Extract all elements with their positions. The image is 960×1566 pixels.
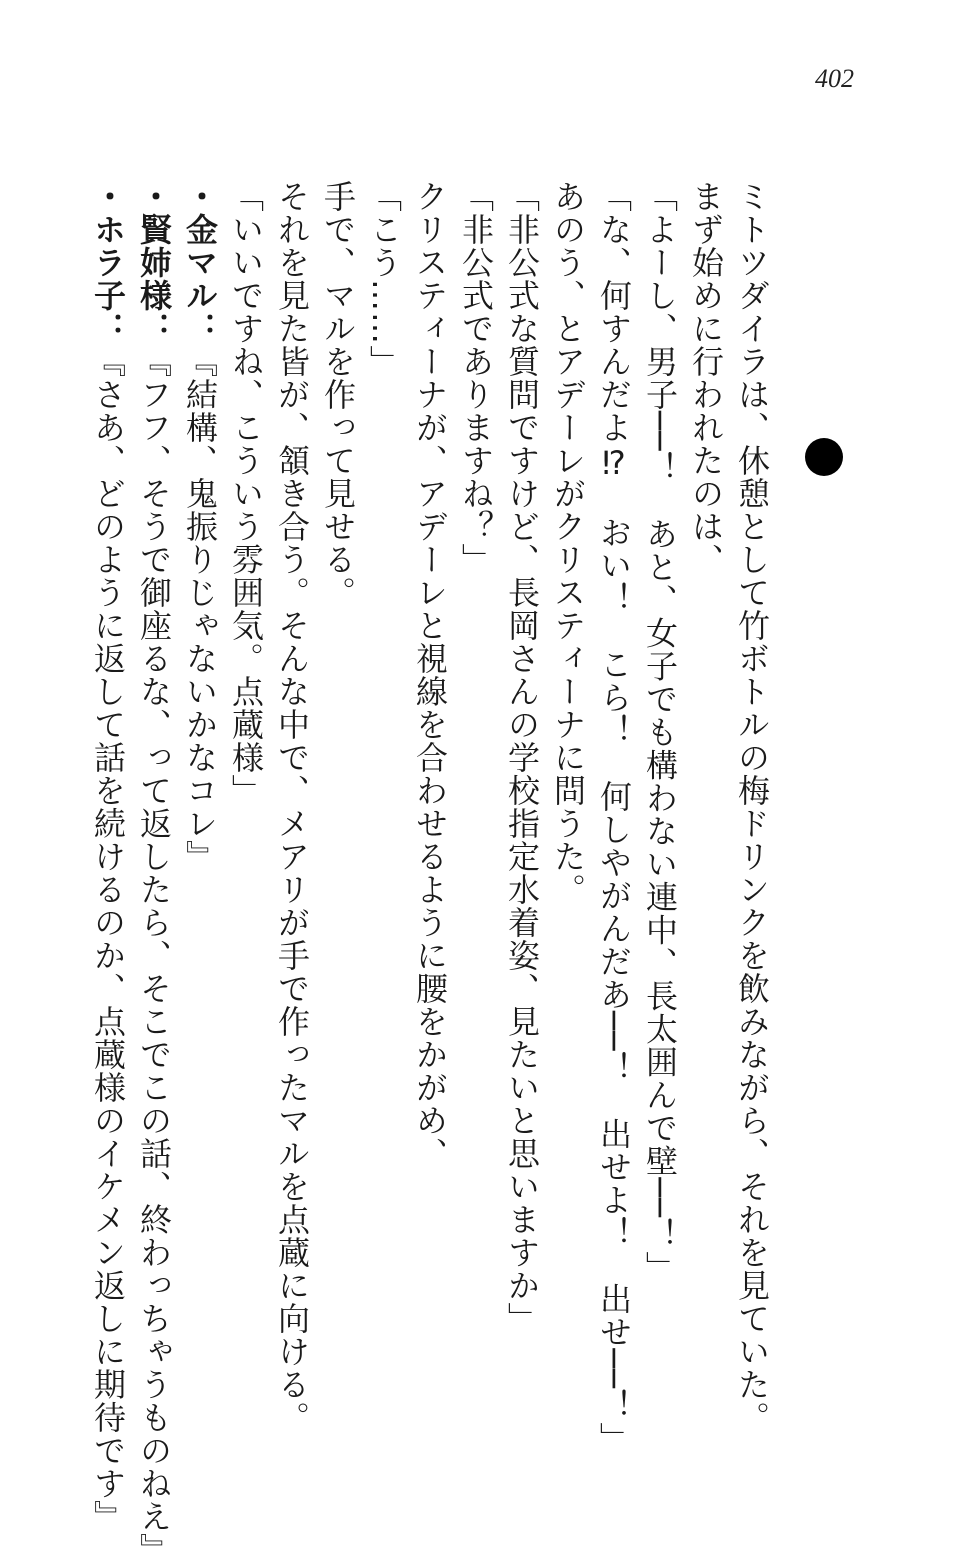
chat-text: 『結構、鬼振りじゃないかなコレ』 [181,345,219,873]
section-marker-dot [805,438,843,476]
text-column: 「な、何すんだよ⁉ おい！ こら！ 何しやがんだあ──！ 出せよ！ 出せ──！」 [595,180,633,1456]
chat-speaker: ・金マル： [181,180,219,345]
chat-text: 『さあ、どのように返して話を続けるのか、点蔵様のイケメン返しに期待です』 [89,345,127,1533]
text-column: 手で、マルを作って見せる。 [319,180,357,609]
text-column: 「いいですね、こういう雰囲気。点蔵様」 [227,180,265,807]
chat-line [131,180,177,1566]
text-column: 「非公式でありますね？」 [457,180,495,576]
text-column: クリスティーナが、アデーレと視線を合わせるように腰をかがめ、 [411,180,449,1170]
chat-speaker: ・賢姉様： [135,180,173,345]
vertical-text-body [89,180,775,1566]
text-column: あのう、とアデーレがクリスティーナに問うた。 [549,180,587,906]
chat-speaker: ・ホラ子： [89,180,127,345]
text-column: まず始めに行われたのは、 [687,180,725,576]
chat-line [177,180,223,1360]
chat-text: 『フフ、そうで御座るな、って返したら、そこでこの話、終わっちゃうものねえ』 [135,345,173,1566]
page-number: 402 [815,64,854,93]
text-column: それを見た皆が、頷き合う。そんな中で、メアリが手で作ったマルを点蔵に向ける。 [273,180,311,1434]
text-column: ミトツダイラは、休憩として竹ボトルの梅ドリンクを飲みながら、それを見ていた。 [733,180,771,1434]
chat-line [85,180,131,1533]
text-column: 「よーし、男子──！ あと、女子でも構わない連中、長太囲んで壁──！」 [641,180,679,1285]
text-column: 「こう……」 [365,180,403,378]
text-column: 「非公式な質問ですけど、長岡さんの学校指定水着姿、見たいと思いますか」 [503,180,541,1335]
